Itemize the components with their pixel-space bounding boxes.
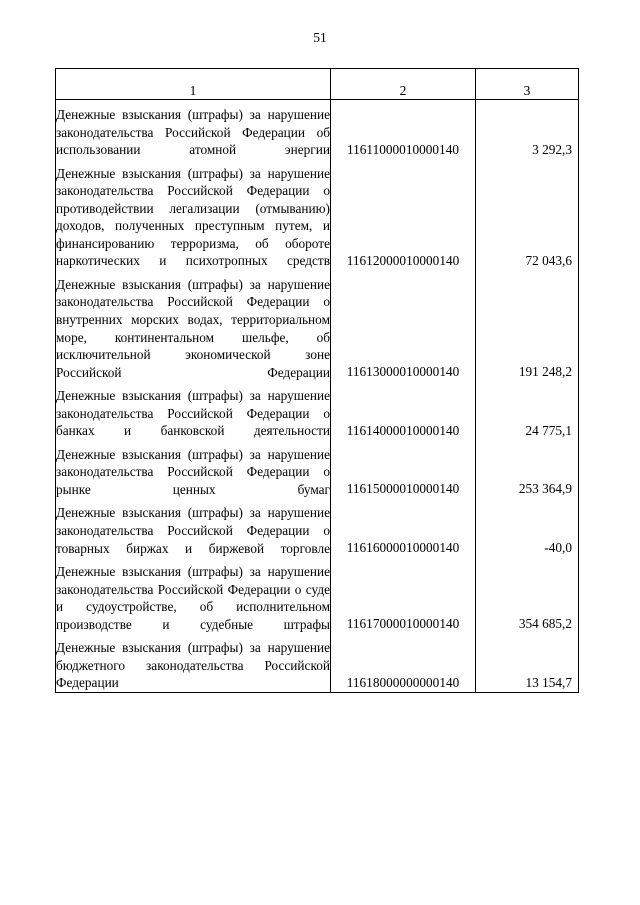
- page-number: 51: [313, 30, 327, 45]
- table-row-sum: 24 775,1: [525, 422, 572, 438]
- table-row-sum: 13 154,7: [525, 674, 572, 690]
- table-row-description: Денежные взыскания (штрафы) за нарушение законодательства Российской Федерации о товарных биржах и биржевой торговле: [56, 505, 330, 556]
- table-row-code: 11615000010000140: [346, 481, 460, 497]
- column-header-3: 3: [476, 69, 579, 100]
- table-row-sum: 354 685,2: [518, 616, 572, 632]
- table: [55, 68, 579, 693]
- table-row-code: 11617000010000140: [346, 616, 460, 632]
- table-row-code: 11613000010000140: [346, 364, 460, 380]
- column-header-1: 1: [56, 69, 331, 100]
- table-row-sum: 72 043,6: [525, 252, 572, 268]
- table-row-sum: 3 292,3: [532, 141, 572, 157]
- table-header-row: [56, 69, 579, 100]
- table-row-code: 11616000010000140: [346, 540, 460, 556]
- budget-revenue-table: [55, 68, 578, 693]
- table-row-description: Денежные взыскания (штрафы) за нарушение законодательства Российской Федерации об использовании атомной энергии: [56, 107, 330, 158]
- table-row-description: Денежные взыскания (штрафы) за нарушение законодательства Российской Федерации о рынке ценных бумаг: [56, 446, 330, 497]
- table-row-code: 11612000010000140: [346, 252, 460, 268]
- table-row-description: Денежные взыскания (штрафы) за нарушение законодательства Российской Федерации о суде и судоустройстве, об исполнительном производстве и судебные штрафы: [56, 564, 330, 632]
- sum-column: [476, 100, 579, 693]
- table-row-description: Денежные взыскания (штрафы) за нарушение законодательства Российской Федерации о банках и банковской деятельности: [56, 388, 330, 439]
- table-row-code: 11614000010000140: [346, 422, 460, 438]
- table-row-description: Денежные взыскания (штрафы) за нарушение законодательства Российской Федерации о внутренних морских водах, территориальном море, континентальном шельфе, об исключительной экономической зоне Российской Федерации: [56, 276, 330, 380]
- table-row-code: 11611000010000140: [346, 141, 460, 157]
- table-row-code: 11618000000000140: [346, 674, 460, 690]
- table-row-description: Денежные взыскания (штрафы) за нарушение законодательства Российской Федерации о противодействии легализации (отмыванию) доходов, полученных преступным путем, и финансированию терроризма, об обороте наркотических и психотропных средств: [56, 165, 330, 269]
- table-row-sum: 253 364,9: [518, 481, 572, 497]
- table-row-sum: 191 248,2: [518, 364, 572, 380]
- description-column: [56, 100, 331, 693]
- column-header-2: 2: [331, 69, 476, 100]
- table-row-description: Денежные взыскания (штрафы) за нарушение бюджетного законодательства Российской Федерации: [56, 640, 330, 691]
- code-column: [331, 100, 476, 693]
- table-body: [56, 100, 579, 693]
- table-row-sum: -40,0: [544, 540, 572, 556]
